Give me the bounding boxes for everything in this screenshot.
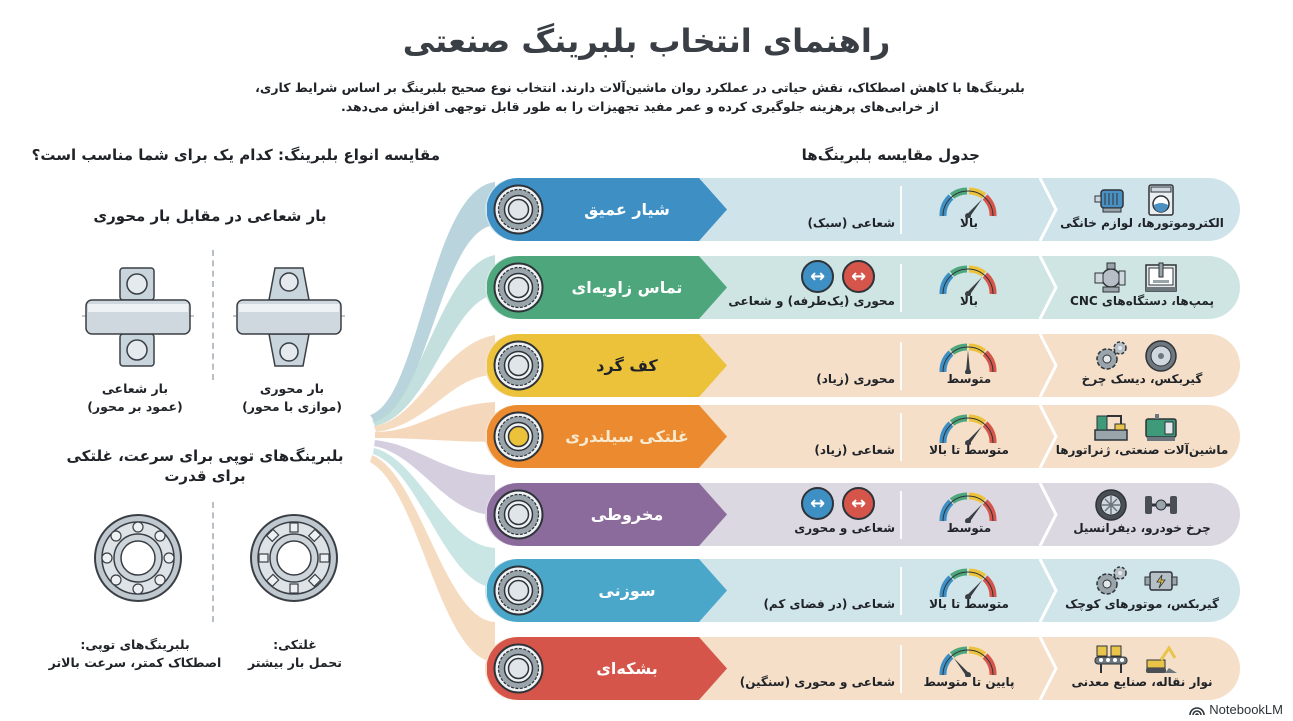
load-type: محوری (زیاد) [816, 372, 895, 386]
axial-arrow-icon: ↔ [801, 487, 834, 520]
bearing-type-label [487, 334, 727, 397]
brand-label: NotebookLM [1209, 702, 1283, 717]
application-icons [1093, 261, 1179, 295]
column-separator [900, 567, 902, 615]
bearing-type-name: شیار عمیق [584, 200, 670, 219]
load-direction-icons [801, 260, 875, 293]
bearing-icon [493, 262, 544, 313]
bearing-type-name: بشکه‌ای [596, 659, 658, 678]
wheel-disc-icon [1143, 339, 1179, 373]
ball-caption-line2: اصطکاک کمتر، سرعت بالاتر [48, 655, 222, 670]
bearing-type-name: تماس زاویه‌ای [571, 278, 683, 297]
connector-ribbons [360, 170, 500, 700]
pump-icon [1093, 261, 1129, 295]
speed-rating: متوسط تا بالا [929, 597, 1009, 611]
chevron-divider-icon [1038, 334, 1058, 397]
radial-load-caption [80, 380, 190, 416]
load-type: شعاعی و محوری [794, 521, 895, 535]
load-type: شعاعی و محوری (سنگین) [739, 675, 895, 689]
load-type: محوری (یک‌طرفه) و شعاعی [728, 294, 895, 308]
gears-icon [1093, 564, 1129, 598]
speed-gauge-icon [937, 340, 999, 374]
intro-paragraph: بلبرینگ‌ها با کاهش اصطکاک، نقش حیاتی در عملکرد روان ماشین‌آلات دارند. انتخاب نوع صحیح بلبرینگ بر اساس شرایط کاری، از خرابی‌های پرهزینه جلوگیری کرده و عمر مفید تجهیزات را به طور قابل توجهی افزایش می‌دهد. [255, 80, 1025, 114]
axial-load-illustration [233, 262, 345, 372]
load-type: شعاعی (زیاد) [814, 443, 895, 457]
excavator-icon [1143, 642, 1179, 676]
axial-caption-line1: بار محوری [259, 381, 325, 396]
bearing-type-label [487, 637, 727, 700]
speed-rating: متوسط [946, 521, 992, 535]
speed-gauge-icon [937, 643, 999, 677]
industrial-machine-icon [1093, 410, 1129, 444]
speed-gauge-icon [937, 184, 999, 218]
chevron-divider-icon [1038, 178, 1058, 241]
bearing-type-label [487, 405, 727, 468]
ball-bearing-illustration [92, 512, 184, 604]
column-separator [900, 186, 902, 234]
bearing-type-label [487, 483, 727, 546]
engine-icon [1143, 564, 1179, 598]
applications: الکتروموتورها، لوازم خانگی [1060, 216, 1224, 230]
bearing-type-label [487, 559, 727, 622]
roller-bearing-illustration [248, 512, 340, 604]
application-icons [1093, 564, 1179, 598]
bearing-icon [493, 489, 544, 540]
column-separator [900, 645, 902, 693]
application-icons [1093, 642, 1179, 676]
bearing-icon [493, 643, 544, 694]
roller-caption-line2: تحمل بار بیشتر [248, 655, 342, 670]
ball-vs-roller-heading [55, 446, 355, 486]
column-separator [900, 342, 902, 390]
applications: نوار نقاله، صنایع معدنی [1071, 675, 1213, 689]
bearing-icon [493, 411, 544, 462]
ball-vs-roller-heading-line1: بلبرینگ‌های توپی برای سرعت، غلتکی [66, 447, 344, 465]
washing-machine-icon [1143, 183, 1179, 217]
speed-gauge-icon [937, 489, 999, 523]
application-icons [1093, 183, 1179, 217]
chevron-divider-icon [1038, 637, 1058, 700]
bearing-icon [493, 565, 544, 616]
section2-divider [212, 502, 214, 622]
table-row [485, 334, 1240, 397]
table-row [485, 178, 1240, 241]
notebooklm-logo-icon [1189, 704, 1205, 716]
load-type: شعاعی (در فضای کم) [763, 597, 895, 611]
bearing-icon [493, 340, 544, 391]
ball-vs-roller-heading-line2: برای قدرت [164, 467, 246, 485]
section1-divider [212, 250, 214, 380]
application-icons [1093, 339, 1179, 373]
table-row [485, 559, 1240, 622]
axle-differential-icon [1143, 488, 1179, 522]
conveyor-icon [1093, 642, 1129, 676]
applications: ماشین‌آلات صنعتی، ژنراتورها [1055, 443, 1229, 457]
application-icons [1093, 488, 1179, 522]
speed-rating: متوسط [946, 372, 992, 386]
roller-bearing-caption [240, 636, 350, 672]
bearing-type-name: غلتکی سیلندری [565, 427, 689, 446]
load-type: شعاعی (سبک) [807, 216, 895, 230]
radial-vs-axial-heading: بار شعاعی در مقابل بار محوری [93, 207, 327, 225]
bearing-type-name: کف گرد [596, 356, 658, 375]
radial-arrow-icon: ↔ [842, 487, 875, 520]
table-row [485, 256, 1240, 319]
table-row [485, 483, 1240, 546]
generator-icon [1143, 410, 1179, 444]
chevron-divider-icon [1038, 256, 1058, 319]
speed-rating: بالا [960, 294, 978, 308]
axial-arrow-icon: ↔ [801, 260, 834, 293]
bearing-type-label [487, 256, 727, 319]
ball-caption-line1: بلبرینگ‌های توپی: [80, 637, 190, 652]
page-title: راهنمای انتخاب بلبرینگ صنعتی [402, 22, 891, 60]
roller-caption-line1: غلتکی: [273, 637, 317, 652]
ball-bearing-caption [45, 636, 225, 672]
applications: پمپ‌ها، دستگاه‌های CNC [1070, 294, 1214, 308]
table-row [485, 637, 1240, 700]
applications: گیربکس، موتورهای کوچک [1065, 597, 1219, 611]
application-icons [1093, 410, 1179, 444]
table-row [485, 405, 1240, 468]
chevron-divider-icon [1038, 559, 1058, 622]
radial-load-illustration [82, 262, 194, 372]
column-separator [900, 491, 902, 539]
load-direction-icons [801, 487, 875, 520]
speed-rating: متوسط تا بالا [929, 443, 1009, 457]
axial-caption-line2: (موازی با محور) [242, 399, 342, 414]
bearing-icon [493, 184, 544, 235]
radial-arrow-icon: ↔ [842, 260, 875, 293]
speed-rating: پایین تا متوسط [923, 675, 1015, 689]
radial-caption-line2: (عمود بر محور) [87, 399, 183, 414]
gears-icon [1093, 339, 1129, 373]
speed-gauge-icon [937, 411, 999, 445]
bearing-type-name: مخروطی [590, 505, 664, 524]
applications: چرخ خودرو، دیفرانسیل [1073, 521, 1211, 535]
comparison-heading: مقایسه انواع بلبرینگ: کدام یک برای شما مناسب است؟ [31, 146, 440, 164]
bearing-type-name: سوزنی [598, 581, 656, 600]
speed-gauge-icon [937, 262, 999, 296]
notebooklm-brand [1189, 702, 1283, 717]
chevron-divider-icon [1038, 483, 1058, 546]
applications: گیربکس، دیسک چرخ [1081, 372, 1203, 386]
radial-caption-line1: بار شعاعی [101, 381, 169, 396]
car-wheel-icon [1093, 488, 1129, 522]
column-separator [900, 264, 902, 312]
bearing-type-label [487, 178, 727, 241]
electric-motor-icon [1093, 183, 1129, 217]
speed-rating: بالا [960, 216, 978, 230]
axial-load-caption [232, 380, 352, 416]
chevron-divider-icon [1038, 405, 1058, 468]
speed-gauge-icon [937, 565, 999, 599]
column-separator [900, 413, 902, 461]
table-heading: جدول مقایسه بلبرینگ‌ها [801, 146, 980, 164]
cnc-machine-icon [1143, 261, 1179, 295]
